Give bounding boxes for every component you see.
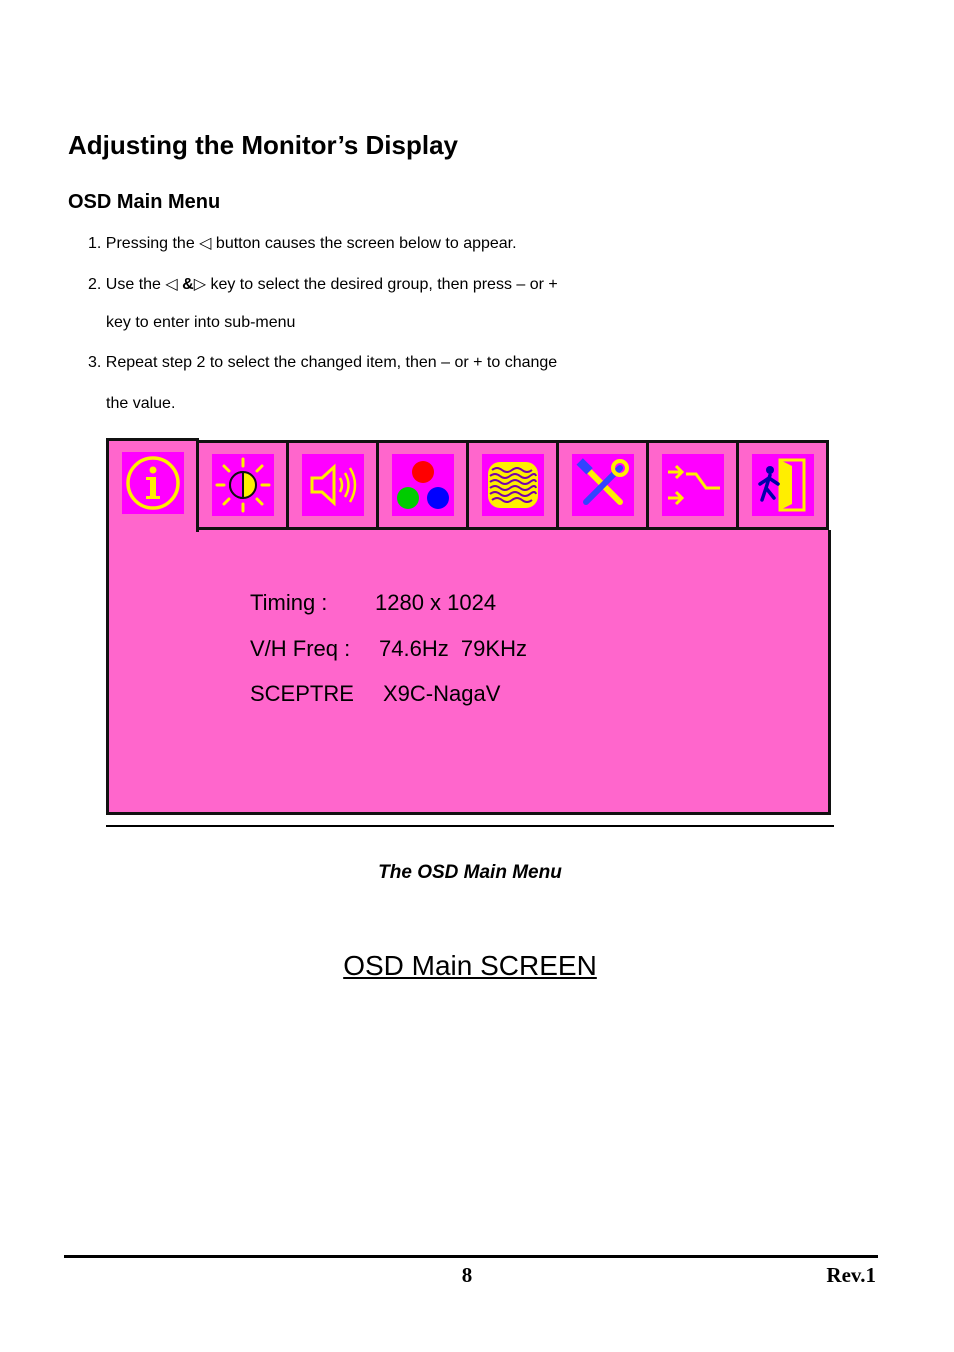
tab-color[interactable]: [376, 440, 469, 530]
brand-name: SCEPTRE: [250, 681, 354, 706]
tab-tools[interactable]: [556, 440, 649, 530]
tab-input[interactable]: [646, 440, 739, 530]
freq-label: V/H Freq :: [250, 636, 351, 661]
step-2-amp: &: [182, 276, 194, 293]
step-1: 1. Pressing the ◁ button causes the screen below to appear.: [88, 235, 517, 252]
revision-label: Rev.1: [826, 1263, 876, 1287]
timing-label: Timing :: [250, 590, 328, 615]
footer-divider: [64, 1255, 878, 1258]
speaker-icon: [302, 454, 364, 516]
freq-value: 74.6Hz 79KHz: [379, 636, 527, 661]
step-2-part-a: 2. Use the ◁: [88, 276, 183, 293]
screen-title: [0, 950, 940, 982]
step-3: 3. Repeat step 2 to select the changed item, then – or + to change: [88, 354, 558, 371]
step-3-continuation: the value.: [106, 395, 176, 412]
tab-brightness[interactable]: [196, 440, 289, 530]
screen-title-text: OSD Main SCREEN: [343, 950, 597, 981]
step-2-part-b: ▷ key to select the desired group, then press – or +: [193, 276, 558, 293]
input-select-icon: [662, 454, 724, 516]
model-name: X9C-NagaV: [383, 681, 501, 706]
tools-icon: [572, 454, 634, 516]
color-rgb-icon: [392, 454, 454, 516]
info-icon: [122, 452, 184, 514]
tab-audio[interactable]: [286, 440, 379, 530]
image-geometry-icon: [482, 454, 544, 516]
brightness-icon: [212, 454, 274, 516]
tab-exit[interactable]: [736, 440, 829, 530]
osd-info-panel: [106, 530, 831, 815]
exit-icon: [752, 454, 814, 516]
tab-info[interactable]: [106, 438, 199, 532]
tab-image[interactable]: [466, 440, 559, 530]
osd-divider: [106, 825, 834, 827]
figure-caption: The OSD Main Menu: [378, 862, 562, 883]
osd-menu: [106, 440, 831, 818]
page-number: 8: [461, 1263, 473, 1287]
step-2: [88, 274, 558, 294]
page-title: Adjusting the Monitor’s Display: [68, 130, 459, 160]
step-2-continuation: key to enter into sub-menu: [106, 314, 296, 331]
timing-value: 1280 x 1024: [375, 590, 497, 615]
section-title: OSD Main Menu: [68, 191, 221, 213]
